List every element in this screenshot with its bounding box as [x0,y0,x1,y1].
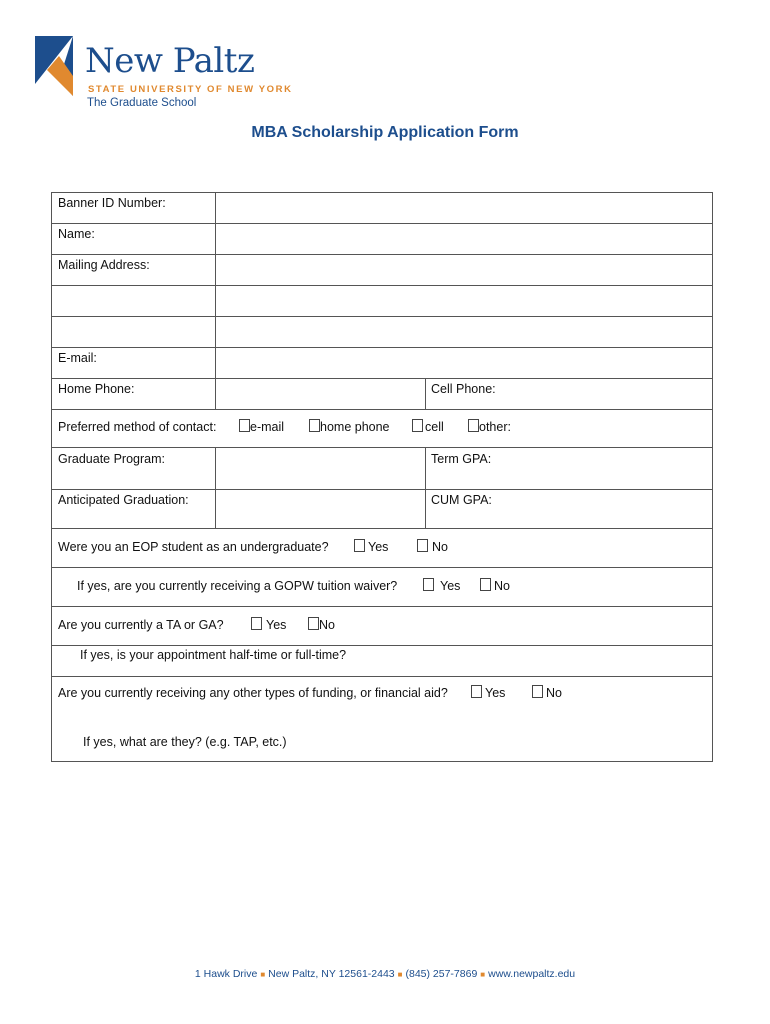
gopw-row [52,568,712,607]
funding-row [52,677,712,761]
home-phone-field[interactable] [216,379,425,409]
mailing-address-row [52,255,712,286]
anticipated-graduation-label: Anticipated Graduation: [58,493,189,507]
home-phone-label: Home Phone: [58,382,135,396]
banner-id-row [52,193,712,224]
name-label: Name: [58,227,95,241]
footer-address: 1 Hawk Drive [194,968,258,980]
footer: 1 Hawk Drive ■ New Paltz, NY 12561-2443 ■ (845) 257-7869 ■ www.newpaltz.edu [194,968,576,980]
funding-no-checkbox[interactable] [532,685,543,698]
name-field[interactable] [216,224,712,254]
ta-no-label: No [319,618,335,632]
graduate-program-label: Graduate Program: [58,452,165,466]
ta-ga-row [52,607,712,646]
form-title: MBA Scholarship Application Form [251,124,519,141]
mailing-address-field-1[interactable] [216,255,712,285]
term-gpa-label: Term GPA: [431,452,492,466]
footer-city: New Paltz, NY 12561-2443 [268,968,395,980]
mailing-address-field-3[interactable] [216,317,712,347]
new-paltz-logo-mark-icon [35,36,75,98]
phone-row [52,379,712,410]
ta-no-checkbox[interactable] [308,617,319,630]
gopw-no-label: No [494,579,510,593]
funding-no-label: No [546,686,562,700]
contact-other-checkbox[interactable] [468,419,479,432]
eop-no-checkbox[interactable] [417,539,428,552]
eop-yes-label: Yes [368,540,389,554]
appointment-row [52,646,712,677]
contact-cell-checkbox[interactable] [412,419,423,432]
name-row [52,224,712,255]
footer-phone: (845) 257-7869 [405,968,478,980]
email-label: E-mail: [58,351,97,365]
banner-id-field[interactable] [216,193,712,223]
anticipated-graduation-field[interactable] [216,490,425,528]
logo-suny-text: STATE UNIVERSITY OF NEW YORK [88,84,293,95]
contact-cell-label: cell [425,420,444,434]
email-row [52,348,712,379]
eop-question: Were you an EOP student as an undergraduate? [58,540,329,554]
ta-yes-checkbox[interactable] [251,617,262,630]
gopw-yes-label: Yes [440,579,461,593]
graduate-program-row [52,448,712,490]
mailing-address-row-2 [52,286,712,317]
mailing-address-label: Mailing Address: [58,258,150,272]
gopw-yes-checkbox[interactable] [423,578,434,591]
gopw-no-checkbox[interactable] [480,578,491,591]
ta-question: Are you currently a TA or GA? [58,618,224,632]
eop-row [52,529,712,568]
eop-no-label: No [432,540,448,554]
preferred-contact-row [52,410,712,448]
funding-yes-checkbox[interactable] [471,685,482,698]
mailing-address-field-2[interactable] [216,286,712,316]
logo-school-text: The Graduate School [87,97,197,109]
logo-name: New Paltz [85,41,255,81]
funding-yes-label: Yes [485,686,506,700]
appointment-question: If yes, is your appointment half-time or full-time? [80,648,347,662]
email-field[interactable] [216,348,712,378]
banner-id-label: Banner ID Number: [58,196,166,210]
footer-website[interactable]: www.newpaltz.edu [488,968,576,980]
graduate-program-field[interactable] [216,448,425,489]
cell-phone-label: Cell Phone: [431,382,496,396]
contact-email-checkbox[interactable] [239,419,250,432]
mailing-address-row-3 [52,317,712,348]
funding-followup: If yes, what are they? (e.g. TAP, etc.) [83,735,287,749]
new-paltz-logo [35,36,293,116]
eop-yes-checkbox[interactable] [354,539,365,552]
contact-label: Preferred method of contact: [58,420,217,434]
gopw-question: If yes, are you currently receiving a GOPW tuition waiver? [77,579,398,593]
contact-home-phone-checkbox[interactable] [309,419,320,432]
contact-other-label: other: [479,420,511,434]
ta-yes-label: Yes [266,618,287,632]
anticipated-graduation-row [52,490,712,529]
funding-question: Are you currently receiving any other types of funding, or financial aid? [58,686,448,700]
cum-gpa-label: CUM GPA: [431,493,492,507]
contact-email-label: e-mail [250,420,285,434]
contact-home-phone-label: home phone [320,420,390,434]
application-form-table [51,192,713,762]
